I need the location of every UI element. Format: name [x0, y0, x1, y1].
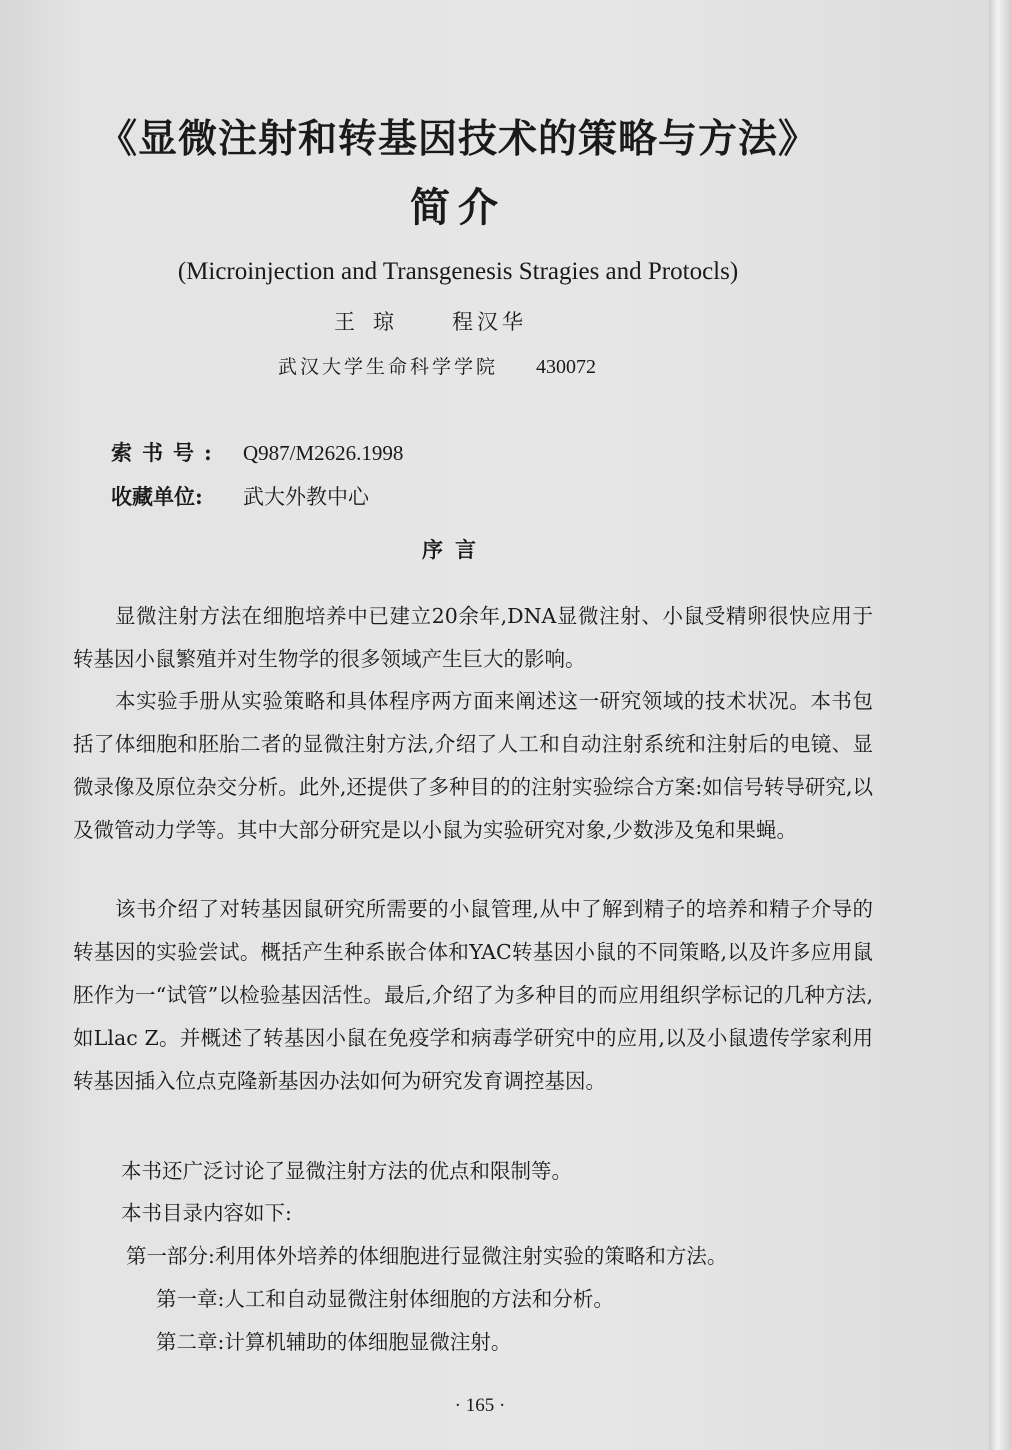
section-heading: 序言	[422, 538, 488, 562]
affiliation-line	[278, 352, 698, 379]
document-title: 《显微注射和转基因技术的策略与方法》	[97, 117, 818, 162]
toc-part-1: 第一部分:利用体外培养的体细胞进行显微注射实验的策略和方法。	[126, 1244, 728, 1268]
toc-chapter-2: 第二章:计算机辅助的体细胞显微注射。	[156, 1330, 512, 1354]
page-number: · 165 ·	[454, 1395, 506, 1416]
affiliation: 武汉大学生命科学学院	[278, 356, 499, 378]
author-2: 程汉华	[452, 310, 527, 334]
paragraph-1: 显微注射方法在细胞培养中已建立20余年,DNA显微注射、小鼠受精卵很快应用于转基因小鼠繁殖并对生物学的很多领域产生巨大的影响。	[73, 604, 873, 671]
holding-label: 收藏单位:	[111, 484, 203, 509]
paragraph-3: 该书介绍了对转基因鼠研究所需要的小鼠管理,从中了解到精子的培养和精子介导的转基因的实验尝试。概括产生种系嵌合体和YAC转基因小鼠的不同策略,以及许多应用鼠胚作为一“试管”以检验基因活性。最后,介绍了为多种目的而应用组织学标记的几种方法,如Llac Z。并概述了转基因小鼠在免疫学和病毒学研究中的应用,以及小鼠遗传学家利用转基因插入位点克隆新基因办法如何为研究发育调控基因。	[73, 897, 873, 1093]
holding-unit: 武大外教中心	[243, 485, 369, 509]
call-number: Q987/M2626.1998	[243, 441, 404, 465]
postal-code: 430072	[536, 356, 597, 378]
paragraph-5: 本书目录内容如下:	[121, 1201, 292, 1225]
authors	[334, 306, 654, 336]
holding-row	[111, 481, 369, 511]
page-edge-shadow	[989, 0, 1011, 1450]
toc-chapter-1: 第一章:人工和自动显微注射体细胞的方法和分析。	[156, 1287, 614, 1311]
document-subtitle: 简介	[410, 185, 506, 231]
call-number-row	[111, 437, 403, 467]
english-title: (Microinjection and Transgenesis Stragies and Protocls)	[177, 258, 739, 285]
paragraph-2: 本实验手册从实验策略和具体程序两方面来阐述这一研究领域的技术状况。本书包括了体细胞和胚胎二者的显微注射方法,介绍了人工和自动注射系统和注射后的电镜、显微录像及原位杂交分析。此外,还提供了多种目的的注射实验综合方案:如信号转导研究,以及微管动力学等。其中大部分研究是以小鼠为实验研究对象,少数涉及兔和果蝇。	[73, 689, 873, 842]
call-number-label: 索书号:	[111, 440, 222, 465]
author-1: 王琼	[334, 310, 412, 334]
paragraph-4: 本书还广泛讨论了显微注射方法的优点和限制等。	[121, 1159, 572, 1183]
